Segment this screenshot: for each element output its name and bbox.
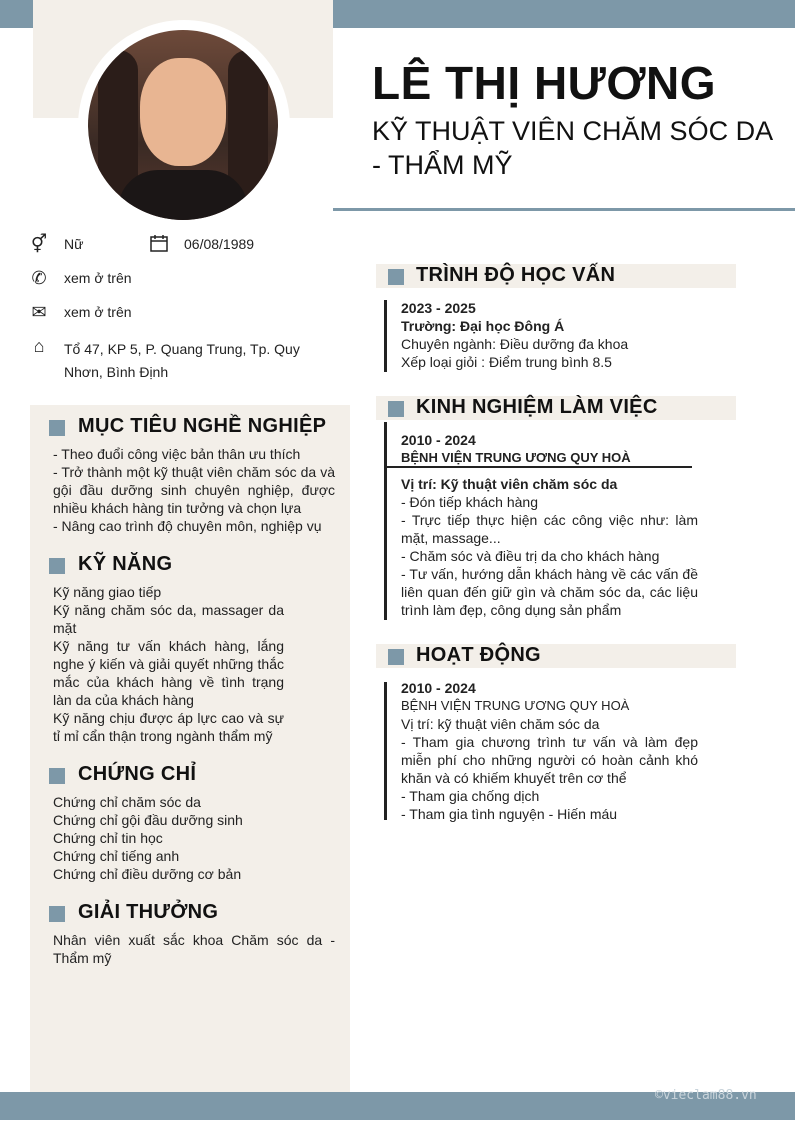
experience-line: - Chăm sóc và điều trị da cho khách hàng — [401, 548, 660, 564]
email-value[interactable]: xem ở trên — [64, 304, 132, 320]
avatar — [88, 30, 278, 220]
address-value: Tổ 47, KP 5, P. Quang Trung, Tp. Quy Nhơn, Bình Định — [64, 341, 300, 380]
certificate-line: Chứng chỉ tin học — [53, 830, 163, 846]
birthdate-row — [148, 233, 288, 255]
skill-line: Kỹ năng chăm sóc da, massager da mặt — [53, 602, 284, 636]
phone-icon: ✆ — [31, 268, 47, 288]
certificate-line: Chứng chỉ tiếng anh — [53, 848, 180, 864]
avatar-face — [140, 58, 226, 166]
skills-list — [53, 583, 284, 745]
activities-period: 2010 - 2024 — [401, 680, 476, 696]
education-title: TRÌNH ĐỘ HỌC VẤN — [416, 264, 616, 286]
activities-org: BỆNH VIỆN TRUNG ƯƠNG QUY HOÀ — [401, 698, 630, 713]
certificates-list — [53, 793, 335, 883]
objective-list — [53, 445, 335, 535]
awards-title: GIẢI THƯỞNG — [78, 901, 219, 923]
experience-marker — [388, 401, 404, 417]
objective-line: - Trở thành một kỹ thuật viên chăm sóc da và gội đầu dưỡng sinh chuyên nghiệp, được nhiều khách hàng tin tưởng và chọn lựa — [53, 464, 335, 516]
objective-marker — [49, 420, 65, 436]
skill-line: Kỹ năng giao tiếp — [53, 584, 162, 600]
certificate-line: Chứng chỉ điều dưỡng cơ bản — [53, 866, 242, 882]
certificates-marker — [49, 768, 65, 784]
home-icon: ⌂ — [33, 336, 45, 356]
objective-line: - Theo đuổi công việc bản thân ưu thích — [53, 446, 301, 462]
objective-title: MỤC TIÊU NGHỀ NGHIỆP — [78, 415, 327, 437]
candidate-name: LÊ THỊ HƯƠNG — [372, 57, 717, 109]
experience-position: Vị trí: Kỹ thuật viên chăm sóc da — [401, 476, 618, 492]
calendar-icon — [148, 233, 170, 255]
activities-line: - Tham gia tình nguyện - Hiến máu — [401, 806, 618, 822]
address-row — [28, 335, 338, 381]
activities-line: - Tham gia chống dịch — [401, 788, 540, 804]
education-marker — [388, 269, 404, 285]
experience-line: - Trực tiếp thực hiện các công việc như: làm mặt, massage... — [401, 512, 698, 546]
skill-line: Kỹ năng tư vấn khách hàng, lắng nghe ý kiến và giải quyết những thắc mắc của khách hàng về tình trạng làn da của khách hàng — [53, 638, 284, 708]
education-grade: Xếp loại giỏi : Điểm trung bình 8.5 — [401, 354, 612, 370]
activities-position: Vị trí: kỹ thuật viên chăm sóc da — [401, 716, 600, 732]
awards-marker — [49, 906, 65, 922]
job-title: KỸ THUẬT VIÊN CHĂM SÓC DA - THẨM MỸ — [372, 116, 772, 180]
experience-timeline — [384, 422, 387, 620]
activities-line: - Tham gia chương trình tư vấn và làm đẹp miễn phí cho những người có hoàn cảnh khó khăn và có khiếm khuyết trên cơ thể — [401, 734, 698, 786]
education-body — [401, 299, 701, 371]
education-timeline — [384, 300, 387, 372]
experience-period: 2010 - 2024 — [401, 432, 476, 448]
activities-title: HOẠT ĐỘNG — [416, 644, 541, 666]
gender-icon: ⚥ — [30, 234, 48, 254]
gender-row — [28, 233, 158, 255]
education-major: Chuyên ngành: Điều dưỡng đa khoa — [401, 336, 629, 352]
skills-title: KỸ NĂNG — [78, 553, 173, 575]
header-rule — [333, 208, 795, 211]
phone-value[interactable]: xem ở trên — [64, 270, 132, 286]
watermark: ©vieclam88.vn — [655, 1088, 757, 1103]
education-school: Trường: Đại học Đông Á — [401, 318, 565, 334]
certificates-title: CHỨNG CHỈ — [78, 763, 197, 785]
activities-marker — [388, 649, 404, 665]
education-period: 2023 - 2025 — [401, 300, 476, 316]
experience-line: - Đón tiếp khách hàng — [401, 494, 538, 510]
phone-row — [28, 267, 328, 289]
experience-divider — [386, 466, 692, 468]
gender-value: Nữ — [64, 236, 84, 252]
activities-body — [401, 679, 698, 823]
activities-timeline — [384, 682, 387, 820]
experience-company: BỆNH VIỆN TRUNG ƯƠNG QUY HOÀ — [401, 450, 631, 465]
certificate-line: Chứng chỉ chăm sóc da — [53, 794, 201, 810]
birthdate-value: 06/08/1989 — [184, 236, 255, 252]
experience-title: KINH NGHIỆM LÀM VIỆC — [416, 396, 658, 418]
skill-line: Kỹ năng chịu được áp lực cao và sự tỉ mỉ cẩn thận trong ngành thẩm mỹ — [53, 710, 284, 744]
experience-details — [401, 475, 698, 619]
certificate-line: Chứng chỉ gội đầu dưỡng sinh — [53, 812, 243, 828]
experience-line: - Tư vấn, hướng dẫn khách hàng về các vấn đề liên quan đến giữ gìn và chăm sóc da, các liệu trình làm đẹp, công dụng sản phẩm — [401, 566, 698, 618]
experience-body — [401, 431, 698, 467]
email-row — [28, 301, 328, 323]
avatar-shirt — [118, 170, 248, 220]
email-icon: ✉ — [31, 302, 47, 322]
objective-line: - Nâng cao trình độ chuyên môn, nghiệp vụ — [53, 518, 322, 534]
skills-marker — [49, 558, 65, 574]
awards-text: Nhân viên xuất sắc khoa Chăm sóc da - Thẩm mỹ — [53, 932, 335, 966]
